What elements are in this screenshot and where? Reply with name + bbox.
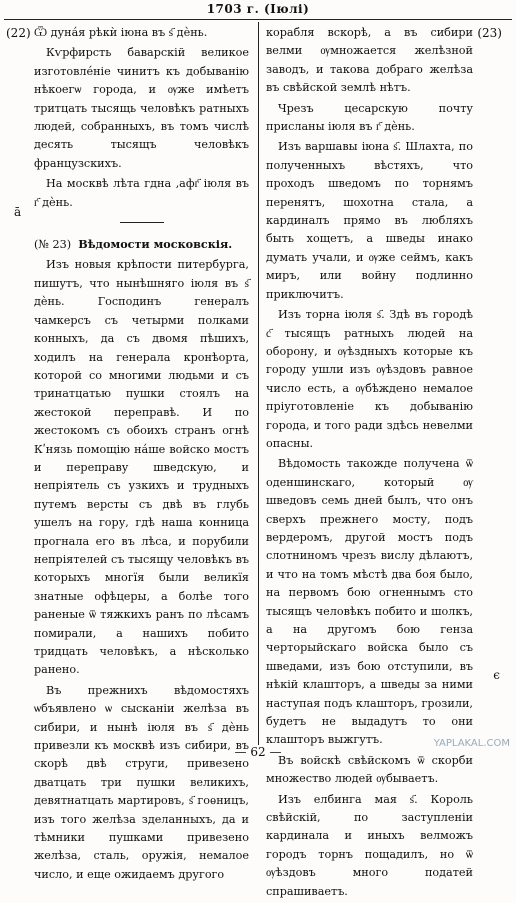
margin-folio-letter-left: ā (14, 205, 22, 219)
paragraph-petersburg: Изъ новыя крѣпости питербурга, пишутъ, что нынѣшняго іюля въ ѕ҃ дѐнь. Господинъ генералъ чамкерсъ съ четырми полками конныхъ, да съ двомя пѣшихъ, ходилъ на генерала кронѣорта, которой со многими людьми и съ тринатцатью пушки стоялъ на жестокой переправѣ. И по жестокомъ съ обоихъ странъ огнѣ Кʹнязь помощію нáше войско мостъ и переправу шведскую, и непріятель съ узкихъ и трудныхъ путемъ версты съ двѣ въ глубь ушелъ на гору, гдѣ наша конница прогнала его въ лѣса, и порубили непріятелей съ тысящу человѣкъ въ которыхъ многїя были великїя знатные офѣцеры, а болѣе того раненые ѿ тяжкихъ ранъ по лѣсамъ помирали, а нашихъ побито тридцать человѣкъ, а нѣсколько ранено. (34, 258, 249, 677)
issue-number: (№ 23) (34, 238, 72, 252)
page-header (0, 2, 516, 16)
page-number: — 62 — (234, 745, 282, 759)
paragraph-bavarian-elector: Кѵрфирсть баварскій великое изготовлéніе чинитъ къ добыванію нѣкоегѡ города, и ѹже имѣетъ тритцать тысящь человѣкъ ратныхъ людей, собранныхъ, въ томъ числѣ десять тысящъ человѣкъ французскихъ. (34, 46, 249, 170)
margin-folio-letter-right: є (493, 668, 500, 682)
column-divider (258, 22, 259, 745)
paragraph-report: Вѣдомость такожде получена ѿ оденшинскаго, который ѹ шведовъ семь дней былъ, что онъ сверхъ прежнего мосту, подъ вердеромъ, другой мостъ подъ слотниномъ чрезъ вислу дѣлаютъ, и что на томъ мѣстѣ два боя было, на первомъ бою огненнымъ сто тысящъ человѣкъ побито и шолкъ, а на другомъ бою генза черторыйскаго войска было съ шведами, изъ бою отступили, въ нѣкій клашторъ, а шведы за ними наступая подъ клашторъ, грозили, будетъ не выдадутъ то они клашторъ выжгутъ. (266, 457, 473, 747)
watermark: YAPLAKAL.COM (433, 738, 510, 749)
margin-issue-number-left: (22) (6, 26, 31, 40)
paragraph-swedish-army: Въ войскѣ свѣйскомъ ѿ скорби множество людей ѹбываетъ. (266, 753, 473, 786)
paragraph-warsaw: Изъ варшавы іюна ѕ҃. Шлахта, по полученныхъ вѣстяхъ, что проходъ шведомъ по торнямъ перенятъ, шохотна стала, а кардиналъ прямо въ любляхъ быть хощетъ, а шведы инако думать учали, и ѹже сеймъ, какъ миръ, или войну подлинно приключитъ. (266, 140, 473, 301)
paragraph-imperial-post: Чрезъ цесарскую почту присланы іюля въ г҃ дѐнь. (266, 101, 473, 134)
paragraph-elbing: Изъ елбинга мая ѕ҃. Король свѣйскій, по заступленіи кардинала и иныхъ велможъ городъ торнъ пощадилъ, но ѿ ѹѣздовъ много податей спрашиваетъ. (266, 792, 473, 898)
paragraph-ship-continued: корабля вскорѣ, а въ сибири велми ѹмножается желѣзной заводъ, и такова добраго желѣза въ свѣйской землѣ нѣтъ. (266, 26, 473, 95)
right-column (266, 24, 473, 903)
header-rule (4, 19, 512, 20)
gazette-heading (34, 235, 249, 254)
header-month: (Іюлі) (264, 2, 310, 16)
dateline-danube: Ѿ дунáя рѣкѝ іюна въ ѕ҃ дѐнь. (34, 26, 208, 39)
margin-issue-number-right: (23) (477, 26, 502, 40)
paragraph-thorn: Изъ торна іюля ѕ҃. Здѣ въ городѣ с҃ тысящъ ратныхъ людей на оборону, и ѹѣздныхъ которые къ городу ушли изъ ѹѣздовъ равное число есть, а ѹбѣждено немалое пріуготовленіе къ добыванію города, и того ради здѣсь невелми опасны. (266, 308, 473, 450)
header-year: 1703 г. (206, 2, 260, 16)
gazette-title: Вѣдомости московскія. (78, 237, 233, 252)
dateline-moscow: На москвѣ лѣта гдна ‚афг҃ іюля въ г҃ дѐнь. (34, 177, 249, 209)
section-divider (120, 222, 164, 223)
paragraph-siberian-iron: Въ прежнихъ вѣдомостяхъ ѡбъявлено ѡ сысканіи желѣза въ сибири, и нынѣ іюля въ ѕ҃ дѐнь привезли къ москвѣ изъ сибири, въ скорѣ двѣ струги, привезено дватцать три пушки великихъ, девятнатцать мартировъ, ѕ҃ гоѳницъ, изъ того желѣза зделанныхъ, да и тѣмники пушками привезено желѣза, сталь, оружія, немалое число, и еще ожидаемъ другого (34, 683, 249, 881)
